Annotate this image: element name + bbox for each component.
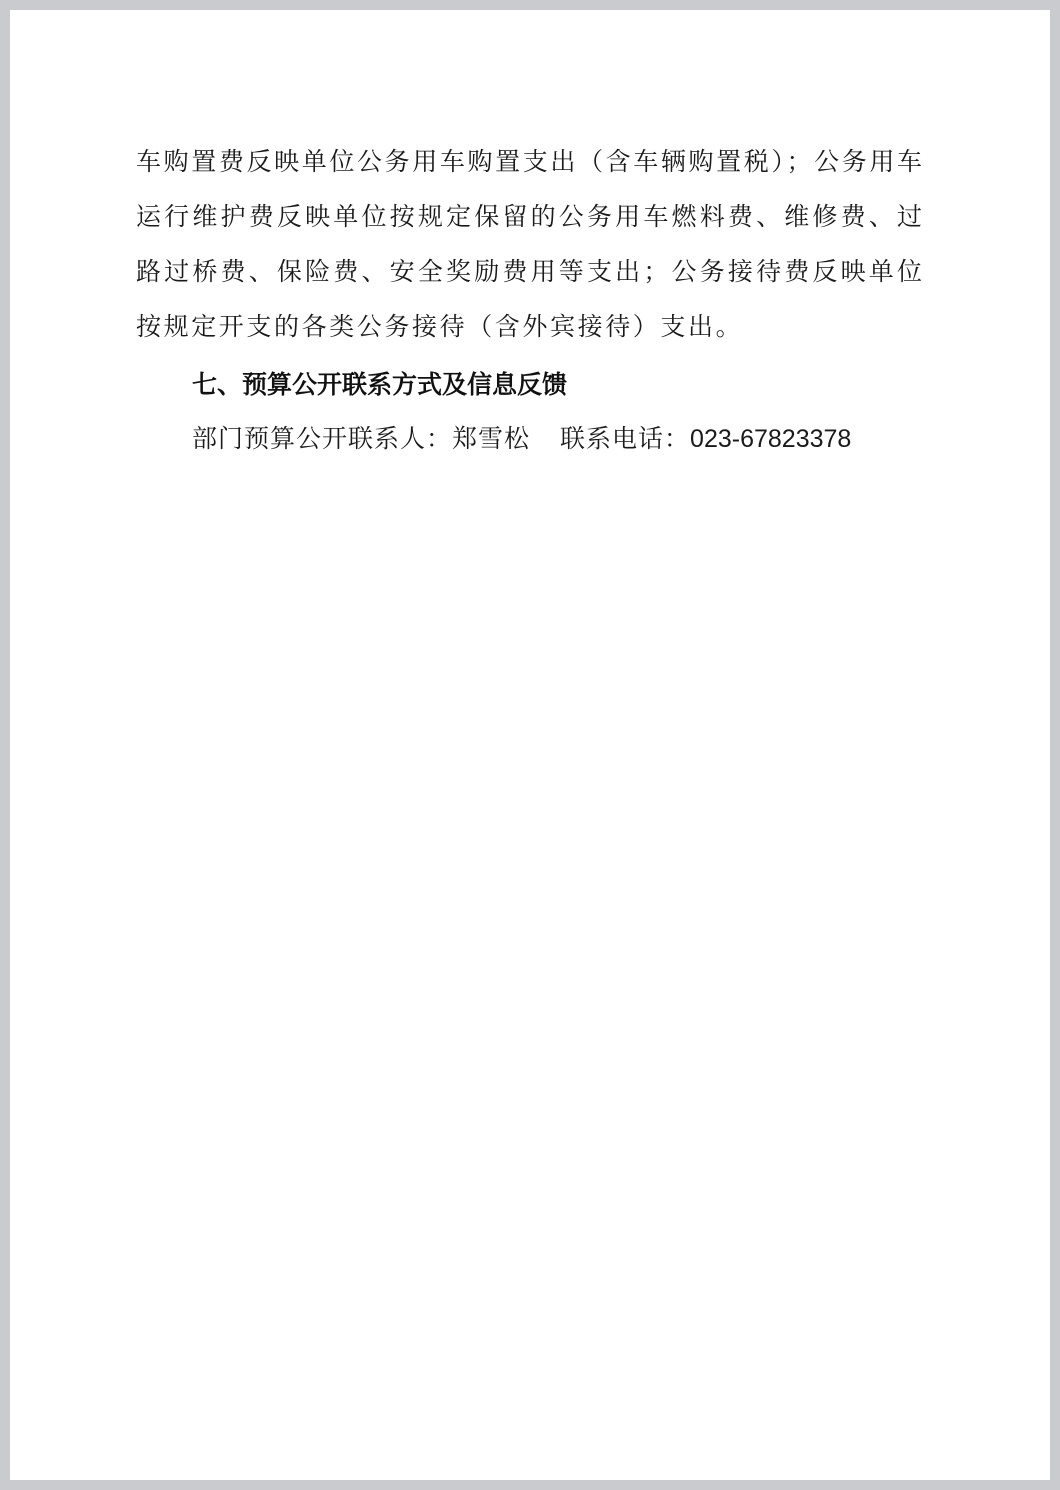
- section-heading: 七、预算公开联系方式及信息反馈: [192, 370, 568, 399]
- paragraph-line-2: 运行维护费反映单位按规定保留的公务用车燃料费、维修费、过: [136, 202, 922, 231]
- contact-phone-number: 023-67823378: [690, 425, 852, 453]
- paragraph-line-4: 按规定开支的各类公务接待（含外宾接待）支出。: [136, 312, 744, 341]
- contact-person-name: 郑雪松: [452, 424, 531, 453]
- paragraph-line-1: 车购置费反映单位公务用车购置支出（含车辆购置税）；公务用车: [136, 147, 922, 176]
- paragraph-line-3: 路过桥费、保险费、安全奖励费用等支出；公务接待费反映单位: [136, 257, 922, 286]
- contact-line: [192, 424, 851, 454]
- contact-phone-label: 联系电话：: [560, 424, 691, 453]
- contact-person-label: 部门预算公开联系人：: [192, 424, 453, 453]
- document-page: [10, 10, 1050, 1480]
